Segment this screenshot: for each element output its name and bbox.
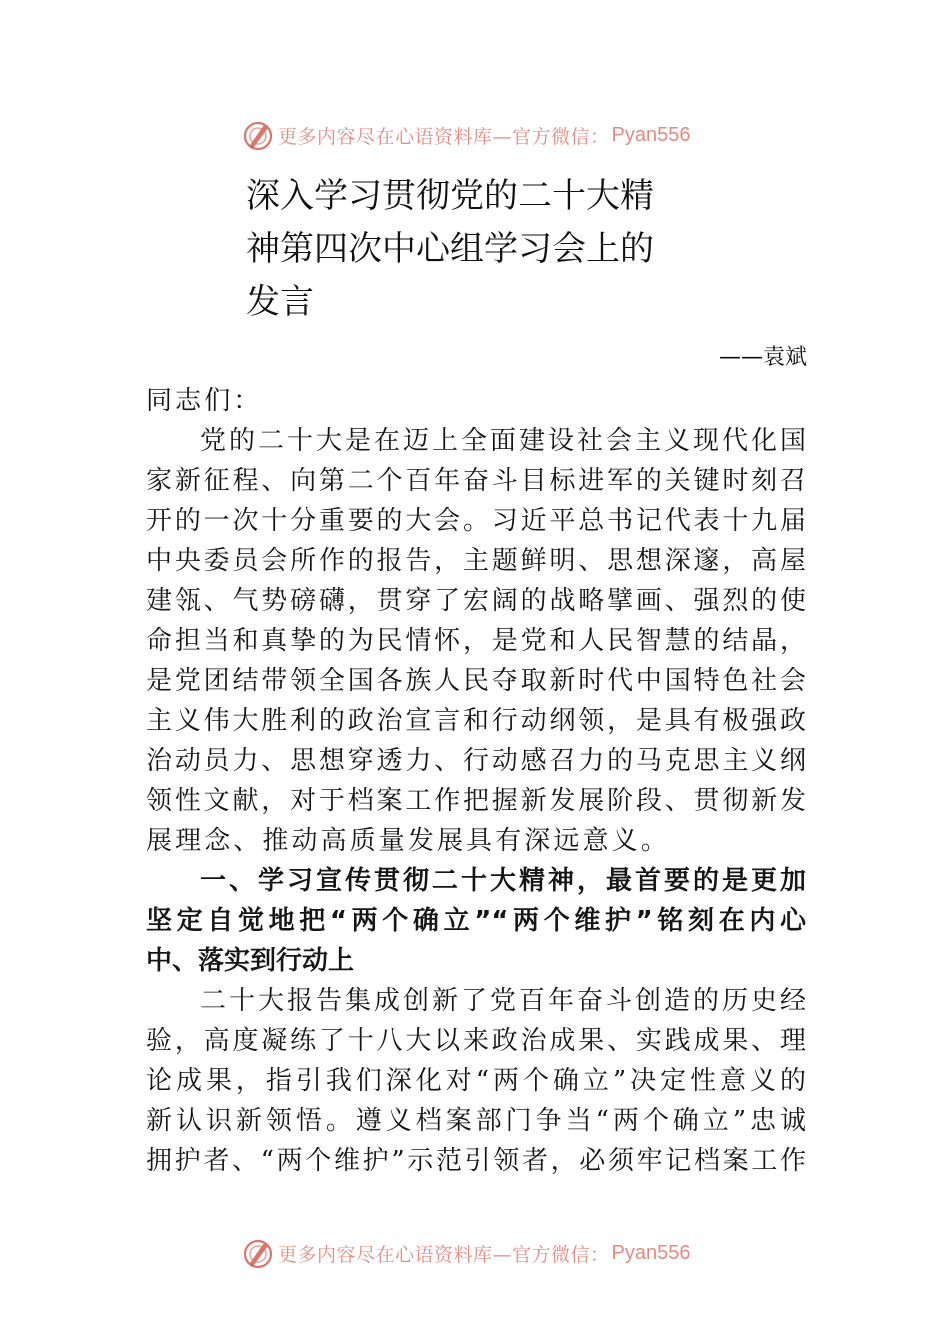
watermark-top [242,118,762,152]
document-body [146,381,806,1181]
document-title [246,170,686,329]
watermark-text: 更多内容尽在心语资料库—官方微信： [278,1243,610,1266]
author-byline: ——袁斌 [718,345,807,370]
paragraph-line: 验，高度凝练了十八大以来政治成果、实践成果、理 [146,1026,806,1056]
pen-logo-icon [242,1237,274,1269]
watermark-text: 更多内容尽在心语资料库—官方微信： [278,125,610,148]
pen-logo-icon [242,119,274,151]
paragraph-line: 展理念、推动高质量发展具有深远意义。 [146,826,670,856]
title-line: 发言 [246,282,314,322]
paragraph-line: 论成果，指引我们深化对“两个确立”决定性意义的 [146,1066,806,1096]
paragraph-line: 建瓴、气势磅礴，贯穿了宏阔的战略擘画、强烈的使 [146,586,806,616]
paragraph-line: 二十大报告集成创新了党百年奋斗创造的历史经 [200,986,806,1016]
paragraph-line: 新认识新领悟。遵义档案部门争当“两个确立”忠诚 [146,1106,806,1136]
paragraph-line: 拥护者、“两个维护”示范引领者，必须牢记档案工作 [146,1146,806,1176]
paragraph-line: 开的一次十分重要的大会。习近平总书记代表十九届 [146,506,806,536]
heading-line: 中、落实到行动上 [146,946,355,976]
paragraph-section-1 [146,981,806,1181]
title-line: 深入学习贯彻党的二十大精 [246,176,654,216]
section-heading-1 [146,861,806,981]
paragraph-line: 命担当和真挚的为民情怀，是党和人民智慧的结晶， [146,626,806,656]
watermark-wechat-id: Pyan556 [611,1241,691,1264]
heading-line: 一、学习宣传贯彻二十大精神，最首要的是更加 [200,866,806,896]
paragraph-line: 家新征程、向第二个百年奋斗目标进军的关键时刻召 [146,466,806,496]
heading-line: 坚定自觉地把“两个确立”“两个维护”铭刻在内心 [146,906,806,936]
paragraph-line: 党的二十大是在迈上全面建设社会主义现代化国 [200,426,806,456]
paragraph-line: 领性文献，对于档案工作把握新发展阶段、贯彻新发 [146,786,806,816]
paragraph-intro [146,421,806,861]
paragraph-line: 中央委员会所作的报告，主题鲜明、思想深邃，高屋 [146,546,806,576]
watermark-bottom [242,1236,762,1270]
salutation: 同志们： [146,386,263,416]
watermark-wechat-id: Pyan556 [611,123,691,146]
paragraph-line: 主义伟大胜利的政治宣言和行动纲领，是具有极强政 [146,706,806,736]
paragraph-line: 是党团结带领全国各族人民夺取新时代中国特色社会 [146,666,806,696]
title-line: 神第四次中心组学习会上的 [246,229,654,269]
paragraph-line: 治动员力、思想穿透力、行动感召力的马克思主义纲 [146,746,806,776]
